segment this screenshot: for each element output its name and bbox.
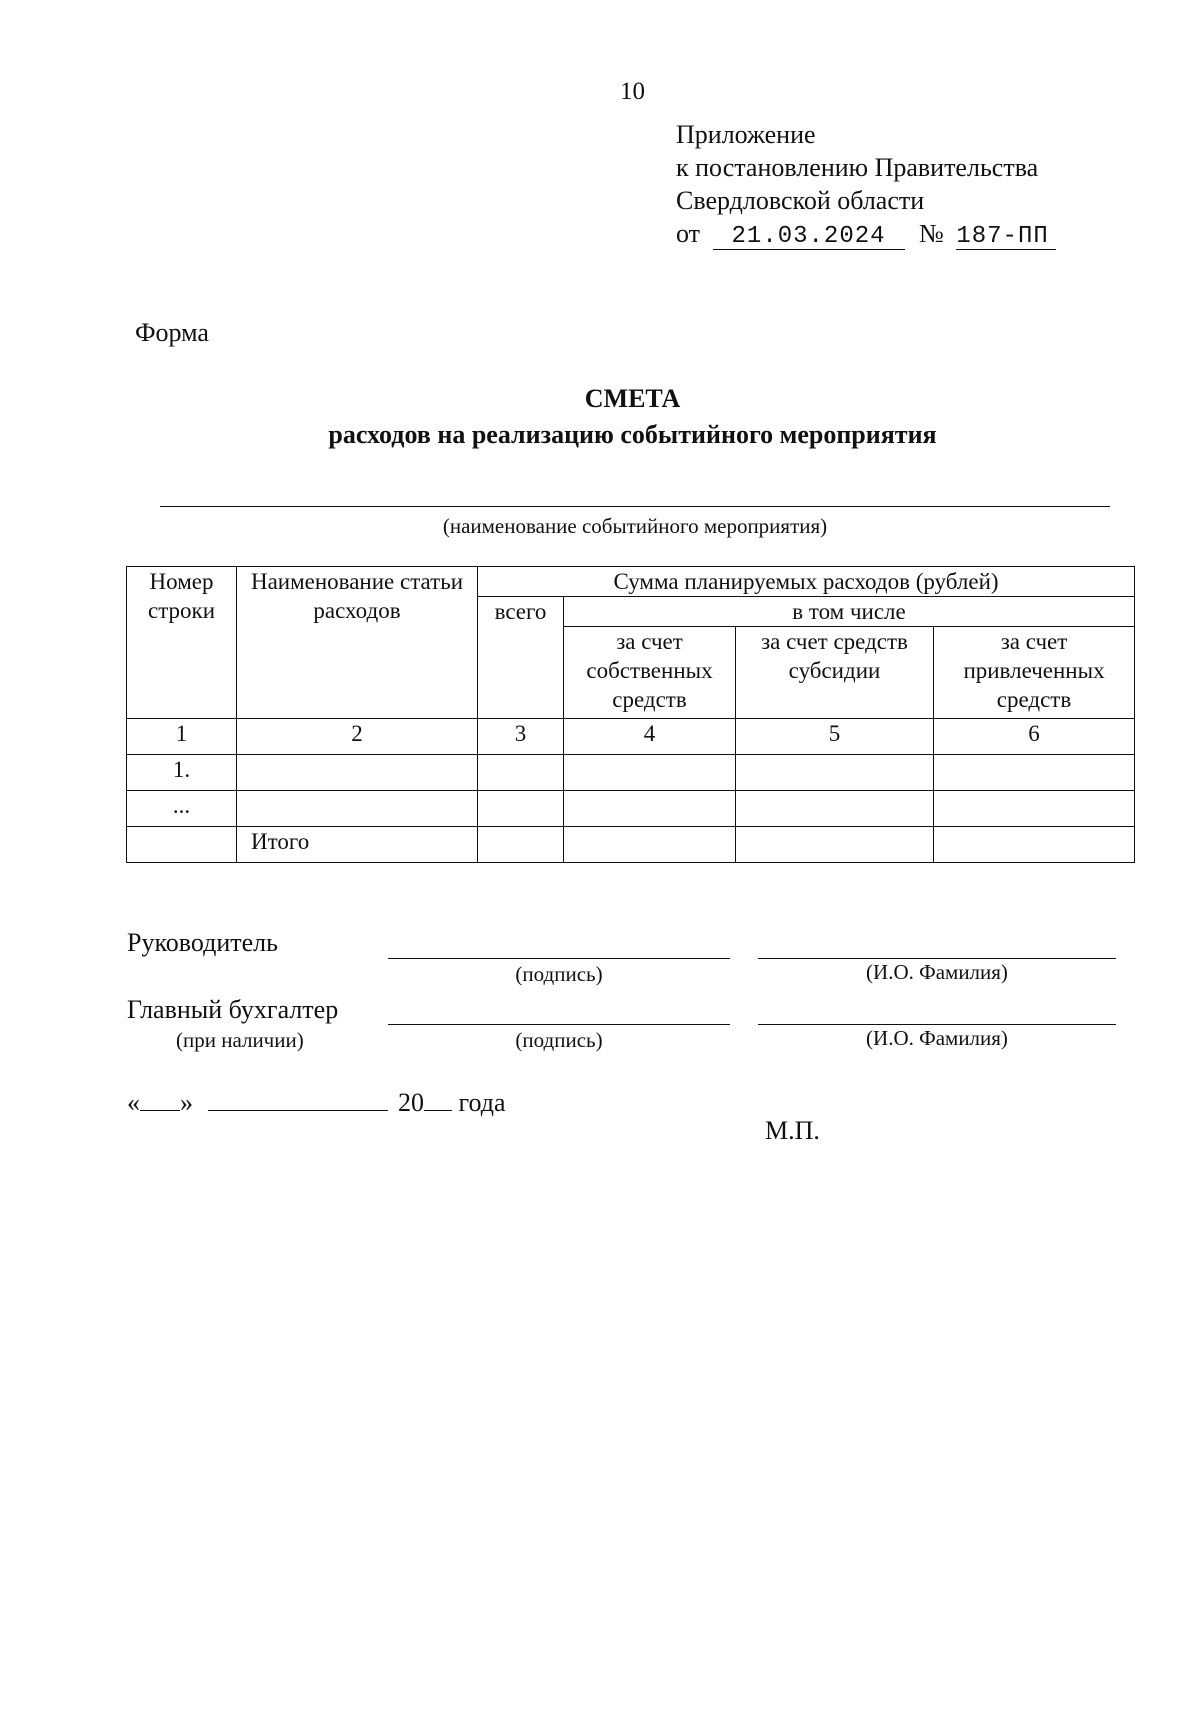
table-total-row: [127, 827, 1135, 863]
row-number-cell: 1.: [127, 755, 237, 791]
subsidy-funds-cell: [736, 755, 934, 791]
estimate-table: [126, 566, 1135, 863]
total-cell: [478, 791, 564, 827]
decree-date: 21.03.2024: [713, 225, 905, 250]
from-label: от: [676, 219, 701, 248]
appendix-block: [676, 118, 1056, 250]
chief-accountant-label: Главный бухгалтер: [127, 995, 339, 1024]
table-row: [127, 755, 1135, 791]
year-blank: [424, 1086, 452, 1111]
own-funds-cell: [564, 791, 736, 827]
header-item-name: Наименование статьи расходов: [237, 567, 478, 719]
own-funds-cell: [564, 827, 736, 863]
form-label: Форма: [135, 318, 209, 347]
table-row: [127, 791, 1135, 827]
own-funds-cell: [564, 755, 736, 791]
column-number: 5: [736, 719, 934, 755]
column-number: 3: [478, 719, 564, 755]
head-name-caption: (И.О. Фамилия): [866, 960, 1008, 984]
stamp-placeholder: М.П.: [765, 1116, 820, 1145]
item-name-cell: [237, 791, 478, 827]
head-signature-line: [388, 958, 730, 959]
head-name-line: [758, 958, 1116, 959]
head-label: Руководитель: [127, 928, 278, 957]
event-name-line: [160, 506, 1110, 507]
header-attracted-funds: за счет привлеченных средств: [934, 627, 1135, 719]
attracted-funds-cell: [934, 755, 1135, 791]
header-sum-planned: Сумма планируемых расходов (рублей): [478, 567, 1135, 597]
column-number: 6: [934, 719, 1135, 755]
column-number: 2: [237, 719, 478, 755]
accountant-signature-line: [388, 1024, 730, 1025]
date-line: [127, 1086, 506, 1118]
month-blank: [208, 1086, 388, 1111]
decree-number: 187-ПП: [956, 225, 1056, 250]
column-number: 1: [127, 719, 237, 755]
attracted-funds-cell: [934, 791, 1135, 827]
subsidy-funds-cell: [736, 791, 934, 827]
year-suffix: года: [458, 1088, 506, 1117]
row-number-cell: ...: [127, 791, 237, 827]
event-name-caption: (наименование событийного мероприятия): [442, 514, 828, 538]
row-number-cell: [127, 827, 237, 863]
item-name-cell: [237, 755, 478, 791]
appendix-line-2: к постановлению Правительства: [676, 153, 1039, 182]
accountant-name-caption: (И.О. Фамилия): [866, 1026, 1008, 1050]
header-row-number: Номер строки: [127, 567, 237, 719]
subsidy-funds-cell: [736, 827, 934, 863]
title-line-2: расходов на реализацию событийного мероприятия: [328, 420, 937, 449]
header-subsidy-funds: за счет средств субсидии: [736, 627, 934, 719]
header-including: в том числе: [564, 597, 1135, 627]
appendix-line-3: Свердловской области: [676, 186, 925, 215]
appendix-date-line: [676, 217, 1056, 250]
open-quote: «: [127, 1088, 140, 1117]
column-number: 4: [564, 719, 736, 755]
close-quote: »: [180, 1088, 193, 1117]
column-numbers-row: [127, 719, 1135, 755]
year-prefix: 20: [398, 1088, 424, 1117]
total-cell: [478, 827, 564, 863]
number-label: №: [919, 219, 944, 248]
header-own-funds: за счет собственных средств: [564, 627, 736, 719]
if-any-label: (при наличии): [176, 1028, 304, 1052]
total-cell: [478, 755, 564, 791]
day-blank: [140, 1086, 180, 1111]
head-signature-caption: (подпись): [515, 962, 603, 986]
page-number: 10: [620, 78, 645, 105]
total-label-cell: Итого: [237, 827, 478, 863]
document-title: [0, 381, 1200, 453]
title-line-1: СМЕТА: [584, 384, 681, 413]
appendix-line-1: Приложение: [676, 120, 816, 149]
accountant-name-line: [758, 1024, 1116, 1025]
attracted-funds-cell: [934, 827, 1135, 863]
accountant-signature-caption: (подпись): [515, 1028, 603, 1052]
header-total: всего: [478, 597, 564, 719]
